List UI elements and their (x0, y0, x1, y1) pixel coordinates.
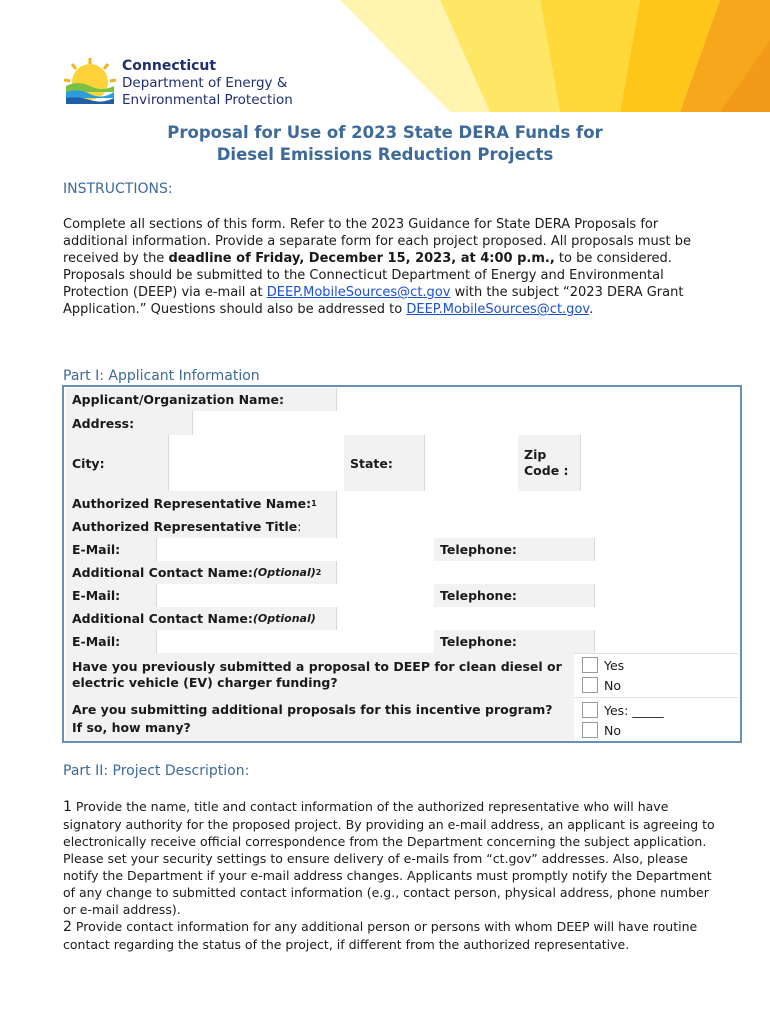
email-2-field[interactable] (156, 584, 434, 607)
telephone-1-field[interactable] (594, 538, 738, 561)
instructions-heading: INSTRUCTIONS: (63, 181, 173, 197)
footnote-ref-2: 2 (315, 568, 322, 577)
row-city-state-zip (66, 435, 738, 492)
email-3-label: E-Mail: (66, 630, 156, 653)
telephone-1-label: Telephone: (434, 538, 594, 561)
telephone-2-label: Telephone: (434, 584, 594, 607)
row-email-3 (66, 630, 738, 654)
footnote-2 (63, 918, 723, 953)
part1-heading: Part I: Applicant Information (63, 368, 260, 384)
agency-name (122, 58, 293, 109)
add-contact-2-text: Additional Contact Name: (72, 611, 253, 626)
agency-line-1: Connecticut (122, 58, 217, 74)
footnotes (63, 798, 723, 953)
q2-no-checkbox[interactable] (582, 722, 598, 738)
question-1-label: Have you previously submitted a proposal to DEEP for clean diesel or electric vehicle (EV) charger funding? (66, 653, 574, 697)
email-1-field[interactable] (156, 538, 434, 561)
title-line-2: Diesel Emissions Reduction Projects (216, 145, 554, 164)
footnote-1 (63, 798, 723, 918)
sunburst-banner (300, 0, 770, 112)
address-field[interactable] (192, 411, 738, 435)
row-question-2 (66, 697, 738, 741)
title-line-1: Proposal for Use of 2023 State DERA Funds for (167, 123, 603, 142)
email-link[interactable]: DEEP.MobileSources@ct.gov (266, 285, 451, 300)
city-field[interactable] (168, 435, 344, 491)
instructions-part-a: Complete all sections of this form. Refer to the 2023 Guidance for State DERA Proposals for additional information. Provide a separate form for each project proposed. All proposals must be received by the (63, 217, 691, 266)
email-1-label: E-Mail: (66, 538, 156, 561)
row-auth-rep-name (66, 491, 738, 516)
footnote-2-text: Provide contact information for any additional person or persons with whom DEEP will have routine contact regarding the status of the project, if different from the authorized representative. (63, 919, 698, 952)
add-contact-1-field[interactable] (336, 561, 738, 584)
row-add-contact-1 (66, 561, 738, 585)
q1-yes-checkbox[interactable] (582, 657, 598, 673)
optional-tag-1: (Optional) (252, 566, 316, 579)
question-2-line-2: If so, how many? (72, 720, 191, 735)
footnote-1-number: 1 (63, 799, 72, 815)
auth-rep-name-field[interactable] (336, 491, 738, 515)
email-3-field[interactable] (156, 630, 434, 653)
instructions-part-b: to be considered. Proposals should be submitted to the Connecticut Department of Energy and Environmental Protection (DEEP) via e-mail at (63, 251, 672, 300)
q1-no-label: No (604, 677, 621, 693)
q2-yes-option[interactable] (582, 702, 664, 718)
email-2-label: E-Mail: (66, 584, 156, 607)
page-title (0, 122, 770, 166)
instructions-part-d: . (589, 302, 594, 317)
row-email-1 (66, 538, 738, 562)
telephone-3-field[interactable] (594, 630, 738, 653)
row-org-name (66, 388, 738, 412)
q2-no-label: No (604, 722, 621, 738)
state-field[interactable] (424, 435, 518, 491)
zip-field[interactable] (580, 435, 738, 491)
auth-rep-title-field[interactable] (336, 515, 738, 538)
agency-line-2: Department of Energy & (122, 75, 288, 91)
footnote-ref-1: 1 (311, 498, 317, 508)
q2-no-option[interactable] (582, 722, 621, 738)
deadline-text: deadline of Friday, December 15, 2023, at 4:00 p.m., (168, 251, 555, 266)
q1-no-checkbox[interactable] (582, 677, 598, 693)
question-2-label (66, 697, 574, 741)
auth-rep-name-label (66, 491, 336, 515)
city-label: City: (66, 435, 168, 491)
applicant-form (62, 385, 742, 743)
deep-logo (62, 56, 118, 108)
instructions-text (63, 216, 713, 318)
auth-rep-title-text: Authorized Representative Title (72, 519, 298, 534)
org-name-field[interactable] (336, 388, 738, 411)
q2-yes-label: Yes: _____ (604, 702, 664, 718)
email-link-2[interactable]: DEEP.MobileSources@ct.gov (406, 302, 590, 317)
auth-rep-title-label (66, 515, 336, 538)
row-question-1 (66, 653, 738, 698)
row-email-2 (66, 584, 738, 608)
state-label: State: (344, 435, 424, 491)
footnote-1-text: Provide the name, title and contact information of the authorized representative who will have signatory authority for the proposed project. By providing an e-mail address, an applicant is agreeing to electronically receive official correspondence from the Department concerning the subject application. Please set your security settings to ensure delivery of e-mails from “ct.gov” addresses. Also, please notify the Department if your e-mail address changes. Applicants must promptly notify the Department of any change to submitted contact information (e.g., contact person, physical address, phone number or e-mail address). (63, 799, 715, 917)
add-contact-2-field[interactable] (336, 607, 738, 630)
telephone-2-field[interactable] (594, 584, 738, 607)
footnote-2-number: 2 (63, 919, 72, 935)
q1-no-option[interactable] (582, 677, 621, 693)
optional-tag-2: (Optional) (252, 612, 316, 625)
question-2-line-1: Are you submitting additional proposals for this incentive program? (72, 702, 553, 717)
auth-rep-name-text: Authorized Representative Name: (72, 495, 312, 511)
q1-yes-option[interactable] (582, 657, 624, 673)
q2-yes-checkbox[interactable] (582, 702, 598, 718)
address-label: Address: (66, 411, 192, 435)
add-contact-2-label (66, 607, 336, 630)
agency-line-3: Environmental Protection (122, 92, 293, 108)
row-auth-rep-title (66, 515, 738, 539)
row-address (66, 411, 738, 436)
auth-rep-title-colon: : (297, 519, 302, 534)
add-contact-1-text: Additional Contact Name: (72, 565, 253, 580)
part2-heading: Part II: Project Description: (63, 763, 250, 779)
row-add-contact-2 (66, 607, 738, 631)
instructions-part-c: with the subject “2023 DERA Grant Application.” Questions should also be addressed to (63, 285, 684, 317)
q1-yes-label: Yes (604, 657, 625, 673)
telephone-3-label: Telephone: (434, 630, 594, 653)
add-contact-1-label (66, 561, 336, 584)
org-name-label: Applicant/Organization Name: (66, 388, 336, 411)
zip-label: Zip Code : (518, 435, 580, 491)
